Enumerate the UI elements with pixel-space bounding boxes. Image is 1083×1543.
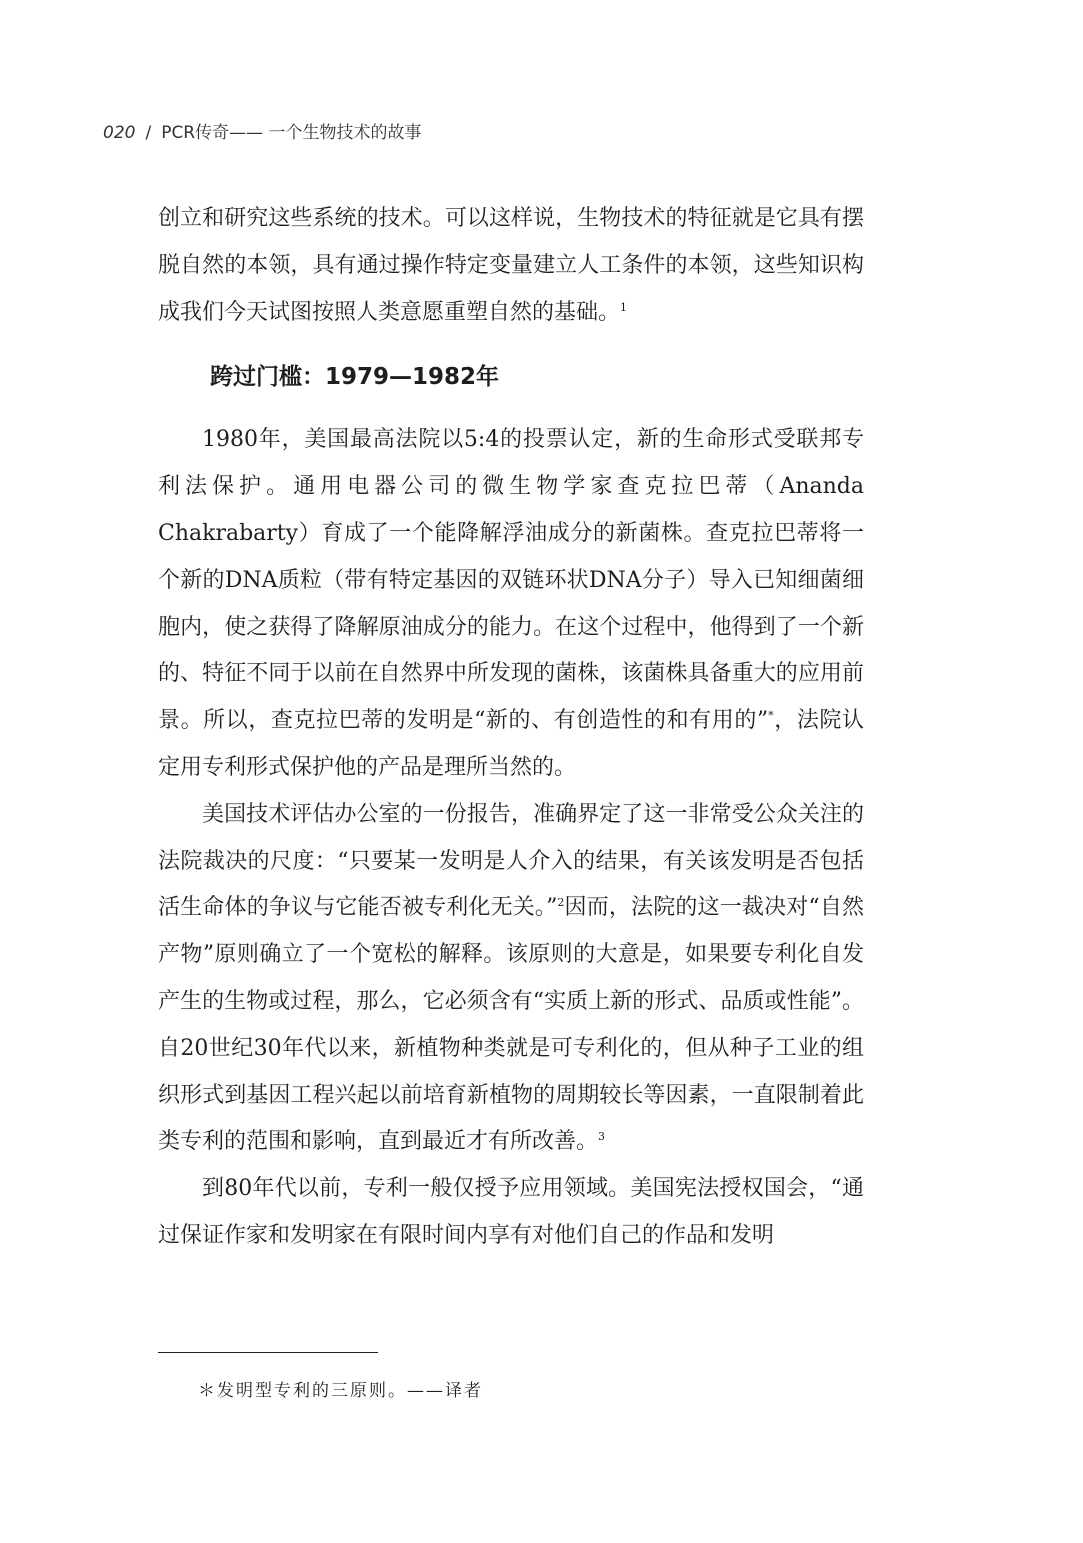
footnote-ref-asterisk: * <box>768 709 774 723</box>
paragraph-2-text: 1980年，美国最高法院以5:4的投票认定，新的生命形式受联邦专利法保护。通用电器公司的微生物学家查克拉巴蒂（Ananda Chakrabarty）育成了一个能降解浮油成分的新菌株。查克拉巴蒂将一个新的DNA质粒（带有特定基因的双链环状DNA分子）导入已知细菌细胞内，使之获得了降解原油成分的能力。在这个过程中，他得到了一个新的、特征不同于以前在自然界中所发现的菌株，该菌株具备重大的应用前景。所以，查克拉巴蒂的发明是“新的、有创造性的和有用的” <box>158 427 864 734</box>
paragraph-3 <box>158 792 864 1166</box>
footnote-rule <box>158 1352 378 1353</box>
endnote-ref-2: 2 <box>557 896 565 910</box>
paragraph-2 <box>158 417 864 791</box>
paragraph-1-text: 创立和研究这些系统的技术。可以这样说，生物技术的特征就是它具有摆脱自然的本领，具有通过操作特定变量建立人工条件的本领，这些知识构成我们今天试图按照人类意愿重塑自然的基础。 <box>158 206 864 325</box>
page-number: 020 <box>103 123 136 143</box>
paragraph-4-text: 到80年代以前，专利一般仅授予应用领域。美国宪法授权国会，“通过保证作家和发明家在有限时间内享有对他们自己的作品和发明 <box>158 1176 864 1248</box>
body-text <box>158 196 864 1260</box>
book-title: PCR传奇—— 一个生物技术的故事 <box>161 123 422 143</box>
paragraph-2-tail: ，法院认定用专利形式保护他的产品是理所当然的。 <box>158 708 864 780</box>
paragraph-3-text: 美国技术评估办公室的一份报告，准确界定了这一非常受公众关注的法院裁决的尺度：“只要某一发明是人介入的结果，有关该发明是否包括活生命体的争议与它能否被专利化无关。” <box>158 801 864 921</box>
paragraph-3-tail: 因而，法院的这一裁决对“自然产物”原则确立了一个宽松的解释。该原则的大意是，如果要专利化自发产生的生物或过程，那么，它必须含有“实质上新的形式、品质或性能”。自20世纪30年代以来，新植物种类就是可专利化的，但从种子工业的组织形式到基因工程兴起以前培育新植物的周期较长等因素，一直限制着此类专利的范围和影响，直到最近才有所改善。 <box>158 895 864 1155</box>
footnote: ＊发明型专利的三原则。——译者 <box>198 1381 483 1401</box>
section-heading: 跨过门槛：1979—1982年 <box>210 364 500 391</box>
endnote-ref-1: 1 <box>620 300 628 314</box>
endnote-ref-3: 3 <box>598 1130 606 1144</box>
paragraph-4 <box>158 1166 864 1260</box>
header-separator: / <box>145 123 152 143</box>
running-head <box>103 118 422 143</box>
paragraph-1 <box>158 196 864 336</box>
